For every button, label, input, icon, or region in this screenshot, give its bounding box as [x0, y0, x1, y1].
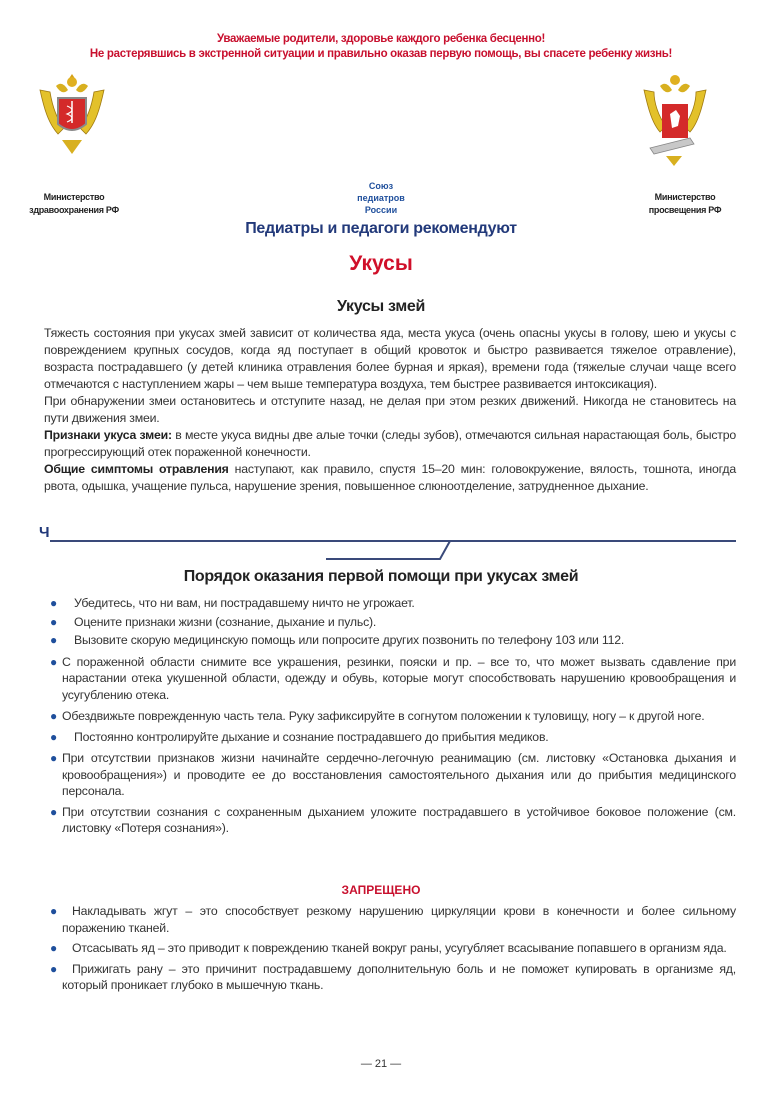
- list-item: [48, 654, 736, 704]
- list-item-text: Вызовите скорую медицинскую помощь или попросите других позвонить по телефону 103 или 112.: [74, 633, 625, 647]
- page-number: — 21 —: [360, 1058, 402, 1070]
- education-ministry-caption: [630, 191, 740, 217]
- list-item-text: При отсутствии признаков жизни начинайте сердечно-легочную реанимацию (см. листовку «Остановка дыхания и кровообращения») и проводите ее до восстановления самостоятельного дыхания или до прибытия медицинского персонала.: [62, 751, 736, 798]
- caption-line: здравоохранения РФ: [29, 205, 119, 215]
- list-item-text: Постоянно контролируйте дыхание и сознание пострадавшего до прибытия медиков.: [74, 729, 549, 744]
- bullet-icon: ●: [50, 804, 58, 819]
- paragraph: Тяжесть состояния при укусах змей зависит от количества яда, места укуса (очень опасны укусы в голову, шею и укусы с повреждением крупных сосудов, когда яд поступает в общий кровоток и быстро развивается тяжелое отравление), возраста пострадавшего (у детей клиника отравления более бурная и яркая), времени года (тяжелые случаи чаще всего отмечаются с наступлением жары – чем выше температура воздуха, тем быстрее развивается интоксикация).: [44, 326, 736, 391]
- bullet-icon: ●: [50, 904, 58, 918]
- list-item: [48, 961, 736, 994]
- list-item: [48, 804, 736, 837]
- caption-line: Министерство: [654, 192, 716, 202]
- bullet-icon: ●: [50, 633, 58, 647]
- bullet-icon: ●: [50, 654, 58, 669]
- list-item: [48, 729, 736, 746]
- page-title: Укусы: [349, 252, 413, 275]
- forbidden-list: [48, 903, 736, 996]
- bullet-icon: ●: [50, 596, 58, 610]
- list-item-text: Отсасывать яд – это приводит к повреждению тканей вокруг раны, усугубляет всасывание попавшего в организм яда.: [72, 941, 727, 955]
- list-item: [48, 903, 736, 936]
- list-item-text: Накладывать жгут – это способствует резкому нарушению циркуляции крови в конечности и более сильному поражению тканей.: [62, 904, 736, 935]
- list-item-text: При отсутствии сознания с сохраненным дыханием уложите пострадавшего в устойчивое боковое положение (см. листовку «Потеря сознания»).: [62, 804, 736, 835]
- section-heading-snake-bites: Укусы змей: [337, 298, 425, 315]
- bullet-icon: ●: [50, 709, 58, 723]
- paragraph: При обнаружении змеи остановитесь и отступите назад, не делая при этом резких движений. Никогда не становитесь на пути движения змеи.: [44, 394, 736, 425]
- list-item: [48, 595, 736, 612]
- section-body-snake-bites: [44, 325, 736, 495]
- list-item-text: Прижигать рану – это причинит пострадавшему дополнительную боль и не поможет купировать в организме яд, который проникает глубоко в мышечную ткань.: [62, 961, 736, 992]
- bullet-icon: ●: [50, 961, 58, 976]
- list-item-text: Оцените признаки жизни (сознание, дыхание и пульс).: [74, 614, 377, 629]
- paragraph-text: в месте укуса видны две алые точки (следы зубов), отмечаются сильная нарастающая боль, быстро прогрессирующий отек пораженной конечности.: [44, 428, 736, 459]
- list-item: [48, 750, 736, 800]
- list-item: [48, 940, 736, 957]
- pediatricians-union-logo: [331, 180, 431, 216]
- paragraph: [44, 461, 736, 495]
- list-item: [48, 708, 736, 725]
- bullet-icon: ●: [50, 729, 58, 744]
- health-ministry-emblem-icon: [34, 68, 110, 158]
- health-ministry-caption: [24, 191, 124, 217]
- education-ministry-emblem-icon: [640, 68, 710, 168]
- caption-line: просвещения РФ: [648, 205, 722, 215]
- bullet-icon: ●: [50, 751, 58, 765]
- bold-label: Общие симптомы отравления: [44, 462, 229, 476]
- union-line: педиатров: [357, 193, 405, 203]
- subtitle: Педиатры и педагоги рекомендуют: [245, 220, 517, 237]
- union-line: России: [364, 205, 398, 215]
- first-aid-list: [48, 595, 736, 839]
- header-line-1: Уважаемые родители, здоровье каждого ребенка бесценно!: [216, 33, 546, 45]
- divider-bracket: [322, 540, 452, 562]
- union-line: Союз: [368, 181, 394, 191]
- bold-label: Признаки укуса змеи:: [44, 428, 172, 442]
- bullet-icon: ●: [50, 941, 58, 955]
- list-item-text: Обездвижьте поврежденную часть тела. Руку зафиксируйте в согнутом положении к туловищу, ногу – к другой ноге.: [62, 709, 705, 723]
- list-item: [48, 614, 736, 631]
- bullet-icon: ●: [50, 614, 58, 629]
- list-item-text: С пораженной области снимите все украшения, резинки, пояски и пр. – все то, что может вызвать сдавление при нарастании отека укушенной области, одежду и обувь, которые могут способствовать нарушению кровообращения и усугублению отека.: [62, 654, 736, 702]
- stray-character: Ч: [39, 524, 50, 541]
- list-item: [48, 632, 736, 649]
- forbidden-heading: ЗАПРЕЩЕНО: [341, 883, 421, 897]
- paragraph-text: наступают, как правило, спустя 15–20 мин: головокружение, вялость, тошнота, иногда рвота, одышка, учащение пульса, нарушение зрения, повышенное слюноотделение, затрудненное дыхание.: [44, 462, 737, 493]
- list-item-text: Убедитесь, что ни вам, ни пострадавшему ничто не угрожает.: [74, 596, 415, 610]
- header-line-2: Не растерявшись в экстренной ситуации и правильно оказав первую помощь, вы спасете ребенку жизнь!: [89, 48, 673, 60]
- paragraph: [44, 427, 736, 461]
- section-heading-first-aid: Порядок оказания первой помощи при укусах змей: [183, 568, 579, 585]
- caption-line: Министерство: [43, 192, 105, 202]
